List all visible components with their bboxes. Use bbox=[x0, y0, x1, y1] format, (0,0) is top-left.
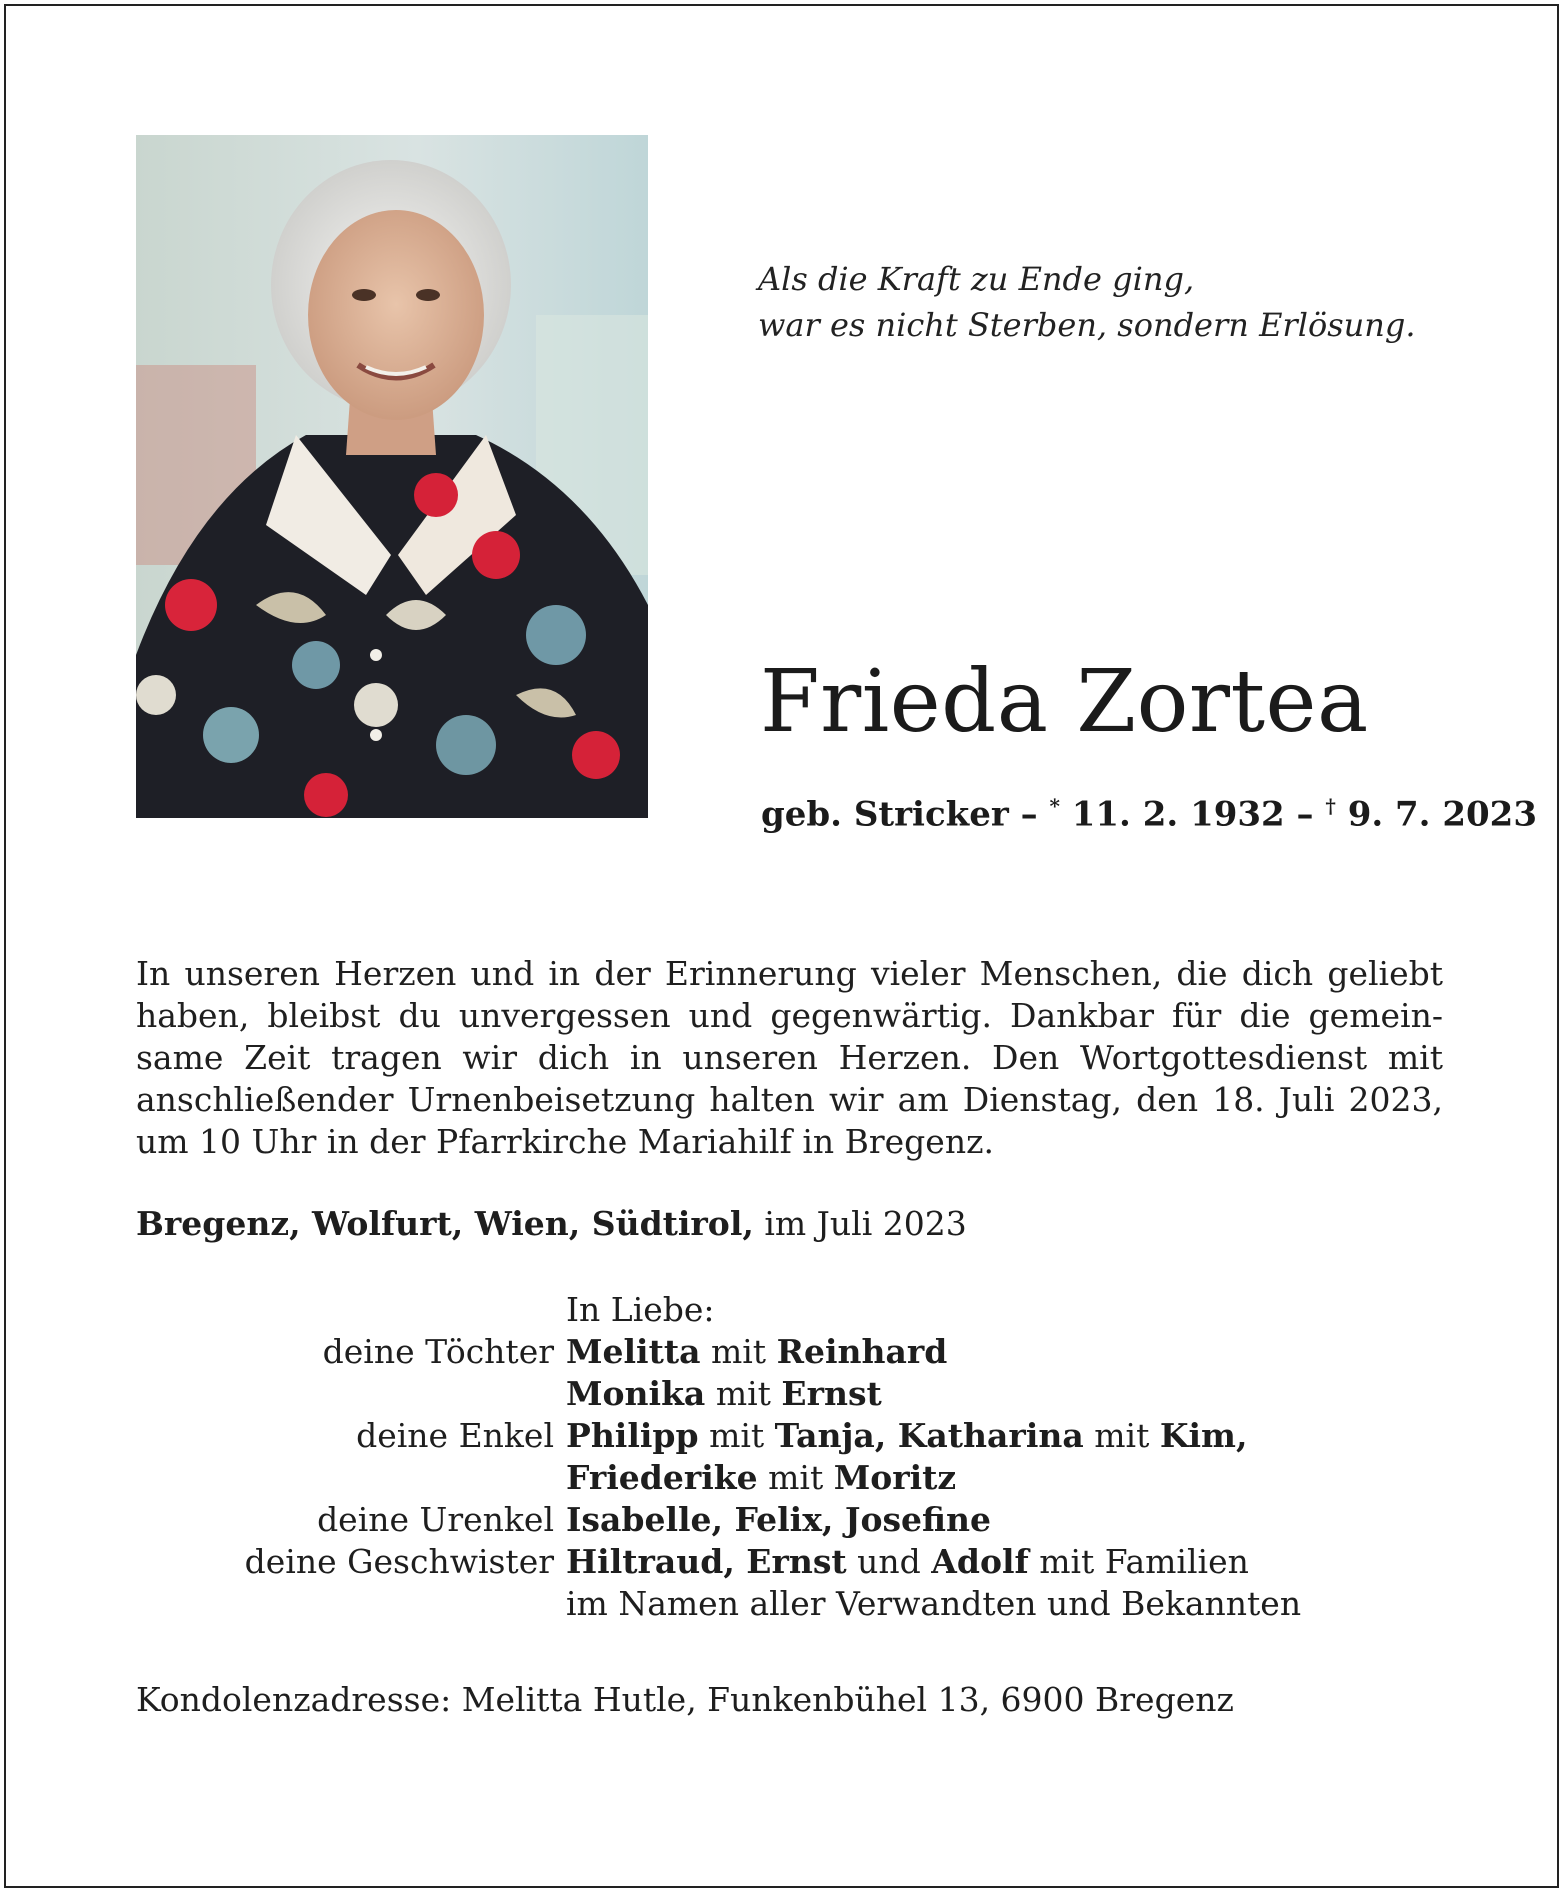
places-date: im Juli 2023 bbox=[753, 1204, 967, 1243]
name: Philipp bbox=[566, 1416, 699, 1455]
grandchildren-row-1 bbox=[136, 1415, 1301, 1457]
family-intro-row bbox=[136, 1289, 1301, 1331]
name: Melitta bbox=[566, 1332, 701, 1371]
daughters-row-1 bbox=[136, 1331, 1301, 1373]
grandchildren-label: deine Enkel bbox=[356, 1416, 554, 1455]
closing-text: im Namen aller Verwandten und Bekannten bbox=[566, 1584, 1302, 1623]
conjunction: mit Familien bbox=[1028, 1542, 1249, 1581]
name: Tanja, Katharina bbox=[774, 1416, 1084, 1455]
body-line-2: haben, bleibst du unvergessen und gegenwärtig. Dankbar für die gemein- bbox=[136, 996, 1443, 1035]
great-grandchildren-label: deine Urenkel bbox=[317, 1500, 554, 1539]
birth-date: 11. 2. 1932 bbox=[1059, 794, 1285, 835]
places-line bbox=[136, 1203, 967, 1245]
body-line-5: um 10 Uhr in der Pfarrkirche Mariahilf in Bregenz. bbox=[136, 1122, 994, 1161]
name: Reinhard bbox=[776, 1332, 948, 1371]
name: Hiltraud, Ernst bbox=[566, 1542, 847, 1581]
conjunction: mit bbox=[700, 1332, 777, 1371]
conjunction: mit bbox=[1083, 1416, 1160, 1455]
closing-row bbox=[136, 1583, 1301, 1625]
places-bold: Bregenz, Wolfurt, Wien, Südtirol, bbox=[136, 1204, 754, 1243]
grandchildren-row-2 bbox=[136, 1457, 1301, 1499]
life-dates bbox=[761, 784, 1537, 836]
siblings-row bbox=[136, 1541, 1301, 1583]
portrait-photo bbox=[136, 135, 648, 818]
great-grandchildren-row bbox=[136, 1499, 1301, 1541]
name: Kim, bbox=[1159, 1416, 1248, 1455]
death-cross-icon: † bbox=[1325, 794, 1336, 818]
motto-line-1: Als die Kraft zu Ende ging, bbox=[758, 260, 1195, 298]
condolence-address: Kondolenzadresse: Melitta Hutle, Funkenbühel 13, 6900 Bregenz bbox=[136, 1680, 1234, 1719]
name: Moritz bbox=[833, 1458, 957, 1497]
body-line-1: In unseren Herzen und in der Erinnerung vieler Menschen, die dich geliebt bbox=[136, 954, 1443, 993]
obituary-text bbox=[136, 953, 1443, 1163]
portrait-image bbox=[136, 135, 648, 818]
maiden-name: geb. Stricker bbox=[761, 794, 1009, 835]
body-line-4: anschließender Urnenbeisetzung halten wir am Dienstag, den 18. Juli 2023, bbox=[136, 1080, 1443, 1119]
conjunction: mit bbox=[757, 1458, 834, 1497]
body-line-3: same Zeit tragen wir dich in unseren Herzen. Den Wortgottesdienst mit bbox=[136, 1038, 1443, 1077]
motto-line-2: war es nicht Sterben, sondern Erlösung. bbox=[758, 306, 1416, 344]
birth-star-icon: * bbox=[1049, 794, 1060, 818]
daughters-row-2 bbox=[136, 1373, 1301, 1415]
family-list bbox=[136, 1289, 1301, 1625]
name: Ernst bbox=[781, 1374, 882, 1413]
name: Isabelle, Felix, Josefine bbox=[566, 1500, 992, 1539]
conjunction: mit bbox=[698, 1416, 775, 1455]
motto-quote bbox=[758, 256, 1416, 348]
death-date: 9. 7. 2023 bbox=[1335, 794, 1537, 835]
family-intro: In Liebe: bbox=[566, 1290, 715, 1329]
siblings-label: deine Geschwister bbox=[244, 1542, 554, 1581]
separator: – bbox=[1008, 794, 1050, 835]
name: Adolf bbox=[931, 1542, 1029, 1581]
name: Friederike bbox=[566, 1458, 758, 1497]
obituary-frame bbox=[4, 4, 1559, 1888]
conjunction: und bbox=[846, 1542, 932, 1581]
conjunction: mit bbox=[705, 1374, 782, 1413]
separator: – bbox=[1284, 794, 1326, 835]
name: Monika bbox=[566, 1374, 706, 1413]
daughters-label: deine Töchter bbox=[322, 1332, 554, 1371]
deceased-name: Frieda Zortea bbox=[760, 652, 1369, 752]
